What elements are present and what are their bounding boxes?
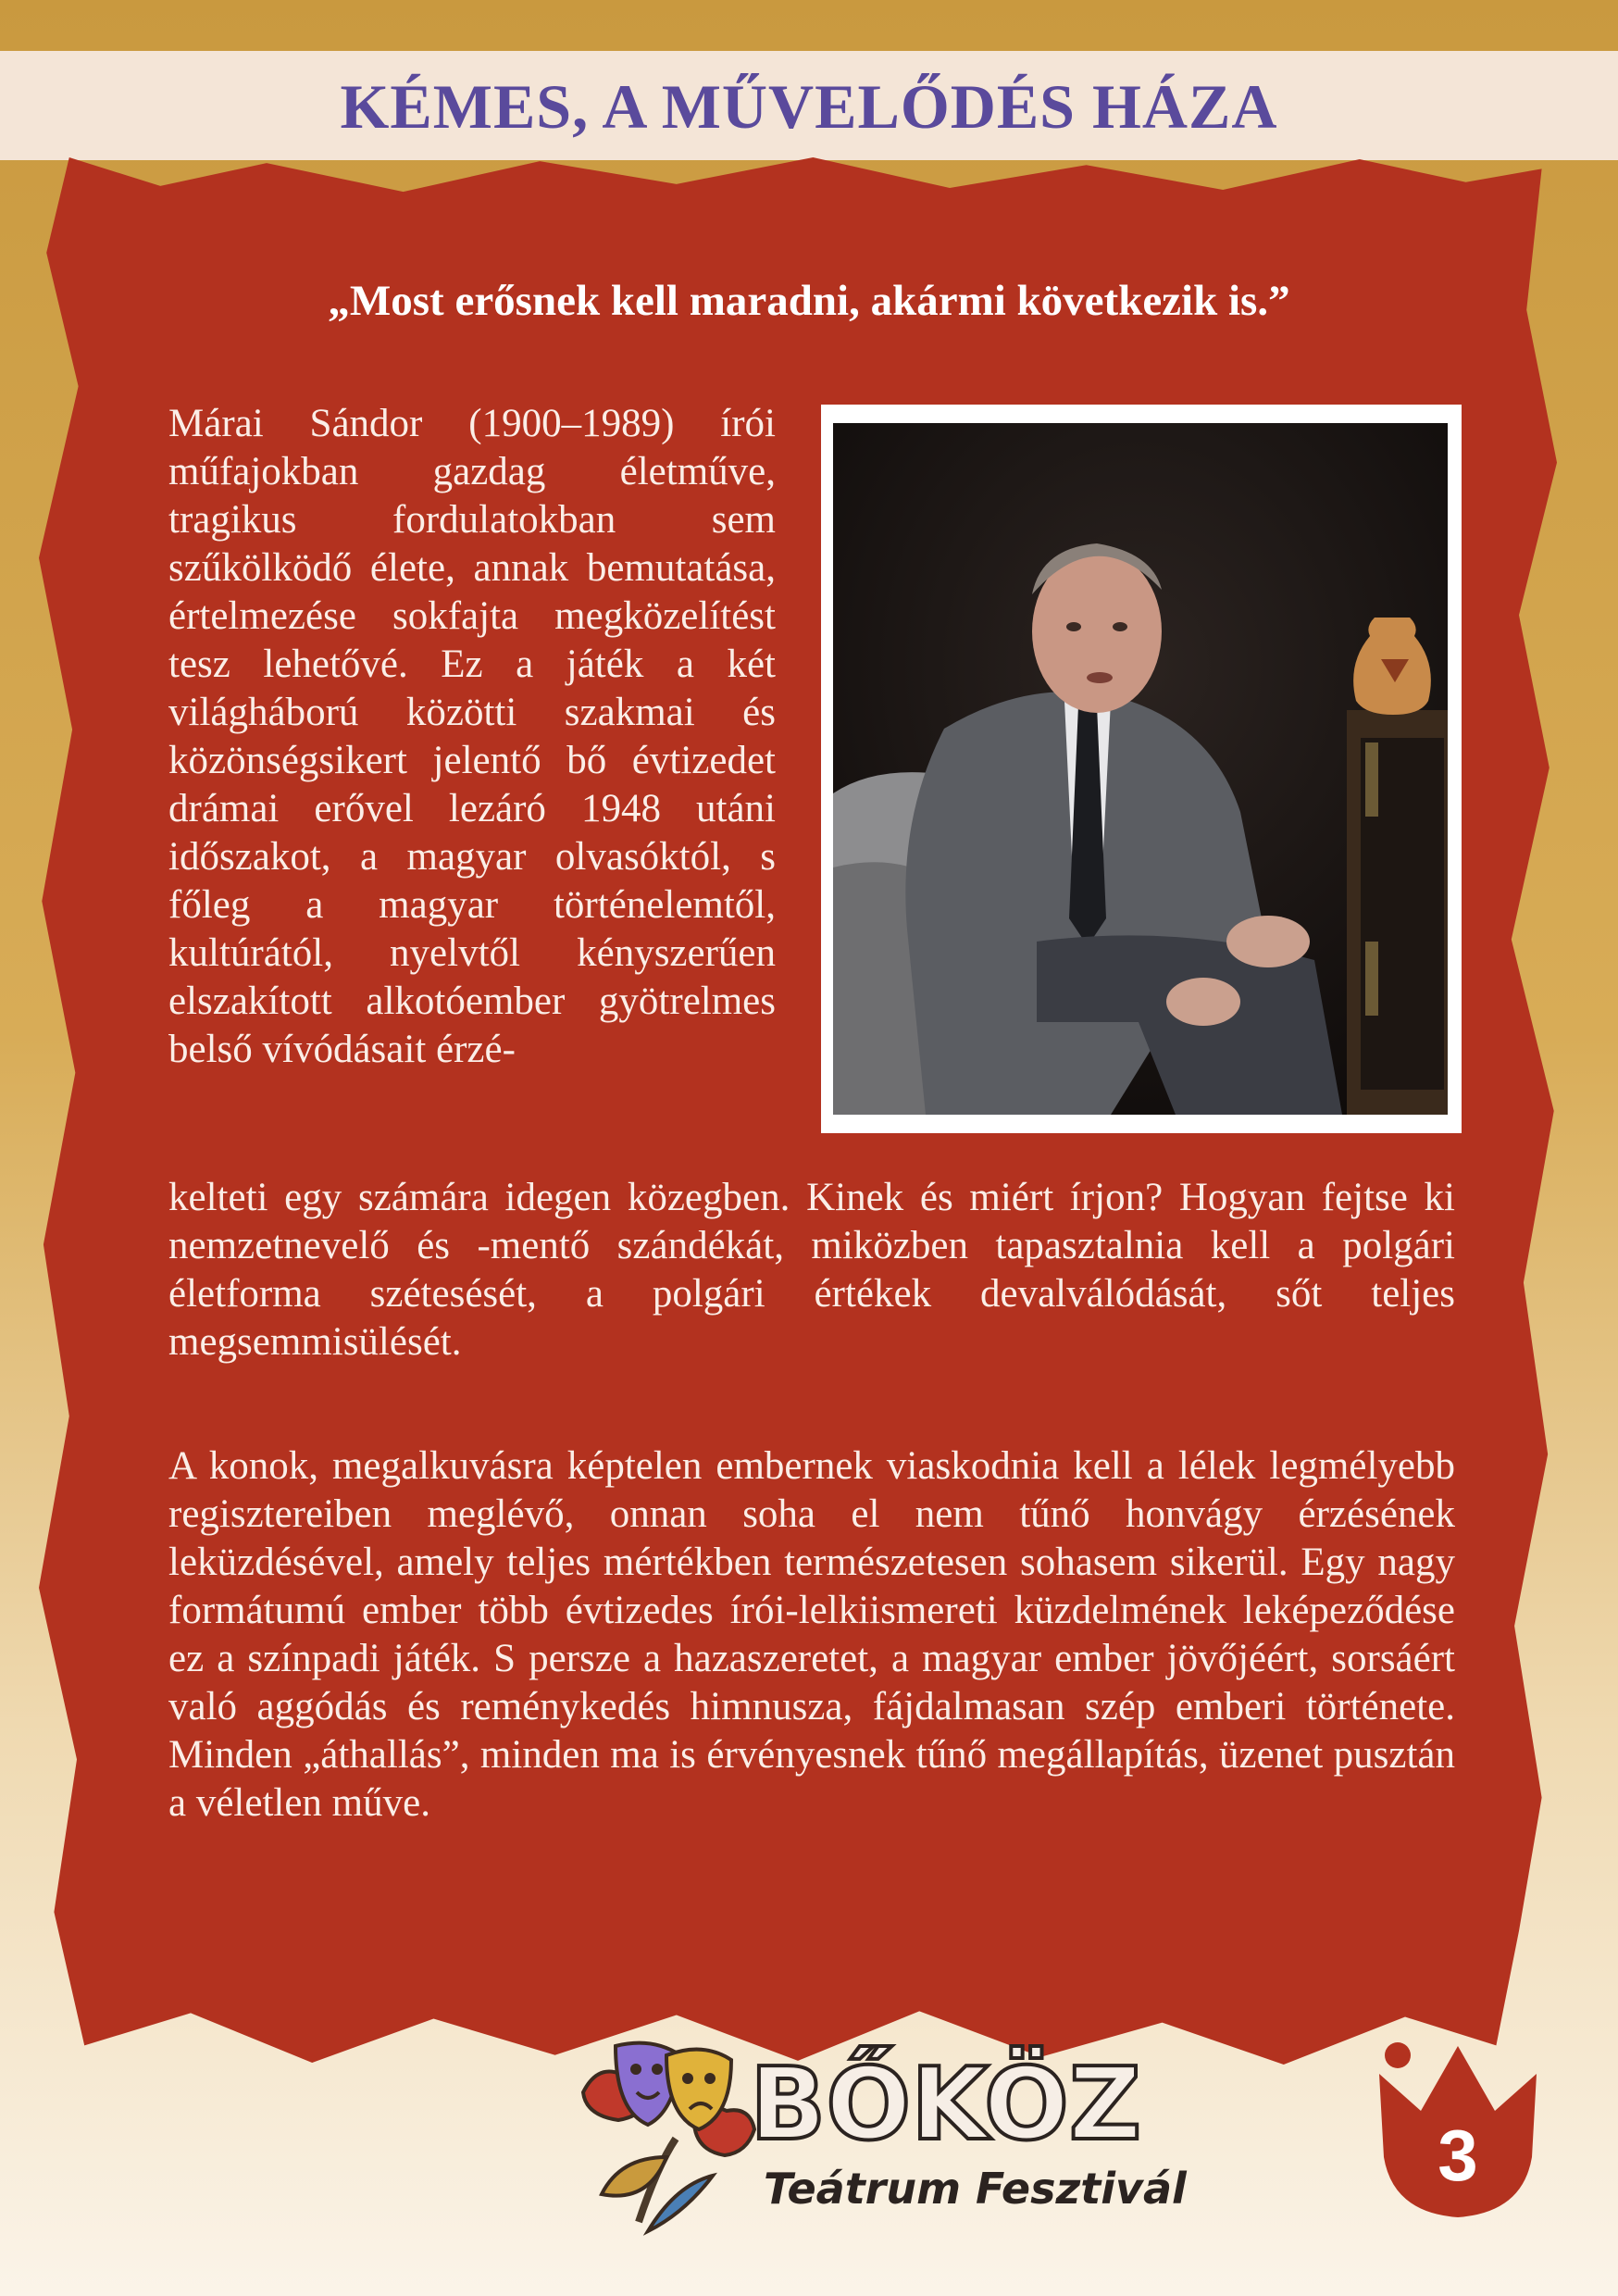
paragraph-1-continuation bbox=[168, 1174, 1455, 1366]
logo-subtitle: Teátrum Fesztivál bbox=[764, 2164, 1187, 2214]
logo-name: BŐKÖZ bbox=[750, 2047, 1142, 2163]
quote: „Most erősnek kell maradni, akármi következik is.” bbox=[328, 277, 1290, 325]
paragraph-1-continuation-text: kelteti egy számára idegen közegben. Kinek és miért írjon? Hogyan fejtse ki nemzetnevelő és -mentő szándékát, miközben tapasztalnia kell a polgári életforma szétesését, a polgári értékek devalválódását, sőt teljes megsemmisülését. bbox=[168, 1176, 1455, 1364]
page-title: KÉMES, A MŰVELŐDÉS HÁZA bbox=[340, 71, 1278, 142]
festival-logo bbox=[565, 2037, 1187, 2250]
page-number: 3 bbox=[1438, 2115, 1478, 2196]
paragraph-2 bbox=[168, 1442, 1455, 1828]
actor-photo bbox=[833, 423, 1448, 1115]
paragraph-1-left-text: Márai Sándor (1900–1989) írói műfajokban gazdag életműve, tragikus fordulatokban sem szűkölködő élete, annak bemutatása, értelmezése sokfajta megközelítést tesz lehetővé. Ez a játék a két világháború közötti szakmai és közönségsikert jelentő bő évtizedet drámai erővel lezáró 1948 utáni időszakot, a magyar olvasóktól, s főleg a magyar történelemtől, kultúrától, nyelvtől kényszerűen elszakított alkotóember gyötrelmes belső vívódásait érzé- bbox=[168, 402, 776, 1071]
paragraph-2-text: A konok, megalkuvásra képtelen embernek viaskodnia kell a lélek legmélyebb regisztereiben meglévő, onnan soha el nem tűnő honvágy érzésének leküzdésével, amely teljes mértékben természetesen sohasem sikerül. Egy nagy formátumú ember több évtizedes írói-lelkiismereti küzdelmének leképeződése ez a színpadi játék. S persze a hazaszeretet, a magyar ember jövőjéért, sorsáért való aggódás és reménykedés himnusza, fájdalmasan szép emberi története. Minden „áthallás”, minden ma is érvényesnek tűnő megállapítás, üzenet pusztán a véletlen műve. bbox=[168, 1444, 1455, 1825]
paragraph-1-left-column bbox=[168, 400, 776, 1074]
page-number-badge bbox=[1361, 2037, 1555, 2222]
